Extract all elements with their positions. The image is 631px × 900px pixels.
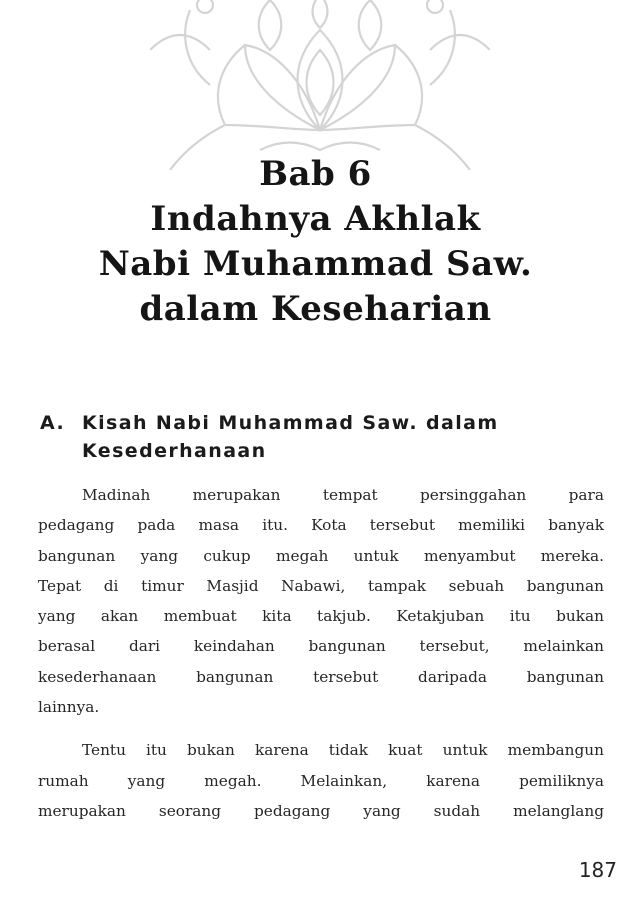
section-title: Kisah Nabi Muhammad Saw. dalam Kesederhanaan	[82, 412, 499, 462]
chapter-number: Bab 6	[259, 154, 372, 194]
paragraph-line: Tepat di timur Masjid Nabawi, tampak sebuah bangunan	[38, 576, 604, 595]
page-number: 187	[578, 858, 617, 882]
paragraph-line: bangunan yang cukup megah untuk menyambut mereka.	[38, 546, 604, 565]
mandala-ornament-icon	[150, 0, 490, 170]
paragraph-line: berasal dari keindahan bangunan tersebut, melainkan	[38, 637, 604, 656]
paragraph-line: Madinah merupakan tempat persinggahan para	[82, 486, 604, 504]
paragraph-line: rumah yang megah. Melainkan, karena pemiliknya	[38, 771, 604, 790]
paragraph-line: yang akan membuat kita takjub. Ketakjuban itu bukan	[38, 607, 604, 626]
paragraph-line: kesederhanaan bangunan tersebut daripada bangunan	[38, 667, 604, 686]
paragraph-line: Tentu itu bukan karena tidak kuat untuk membangun	[82, 741, 604, 760]
paragraph-line: pedagang pada masa itu. Kota tersebut memiliki banyak	[38, 516, 604, 535]
paragraph-line: lainnya.	[38, 698, 100, 717]
chapter-title-line: Nabi Muhammad Saw.	[98, 244, 533, 284]
chapter-title-line: Indahnya Akhlak	[150, 199, 481, 239]
paragraph-line: merupakan seorang pedagang yang sudah melanglang	[38, 801, 604, 820]
chapter-title-line: dalam Keseharian	[139, 289, 492, 329]
section-marker: A.	[40, 412, 66, 434]
body-text	[38, 480, 604, 826]
chapter-title	[0, 152, 631, 332]
section-heading	[40, 409, 610, 465]
